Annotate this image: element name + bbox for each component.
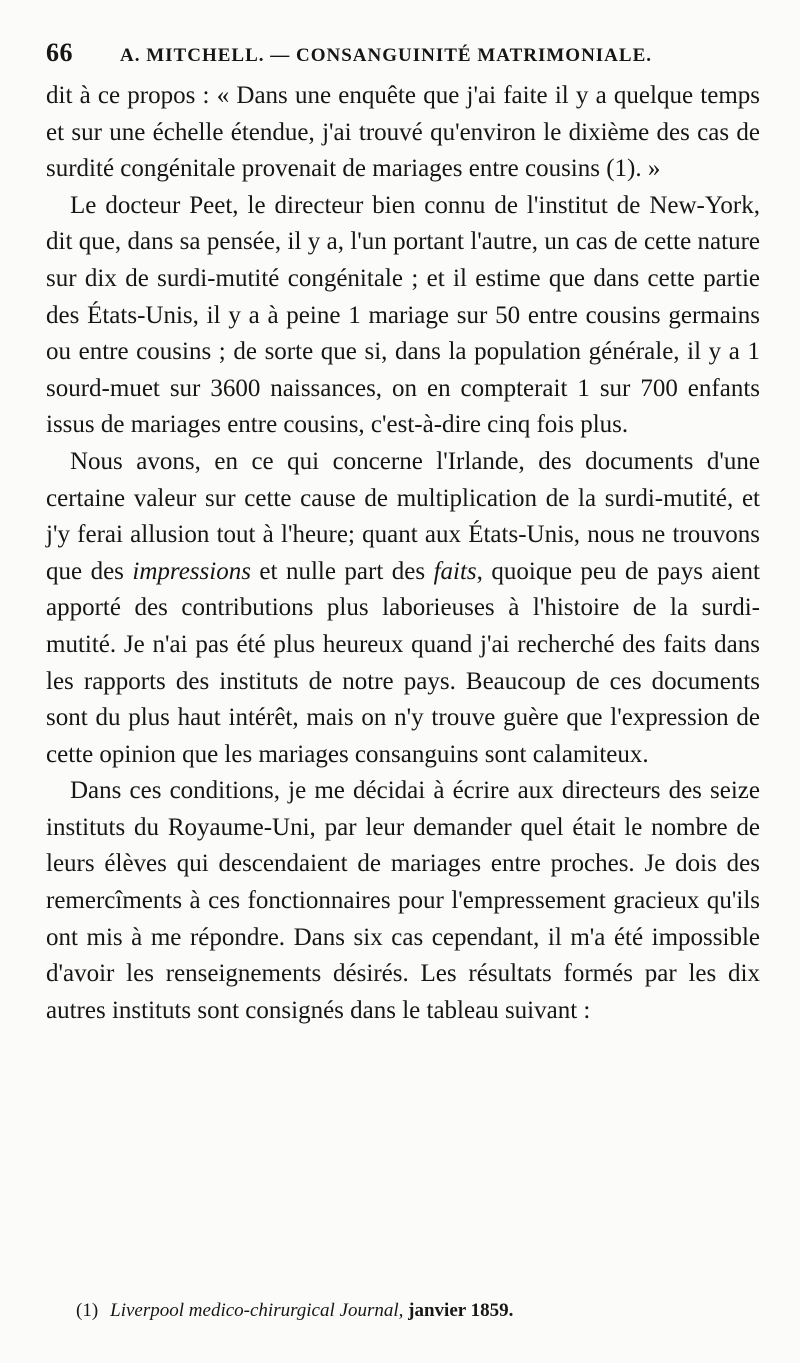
paragraph-4: Dans ces conditions, je me décidai à écrire aux directeurs des seize instituts du Royaume-Uni, par leur demander quel était le nombre de leurs élèves qui descendaient de mariages entre proches. Je dois des remercîments à ces fonctionnaires pour l'empressement gracieux qu'ils ont mis à me répondre. Dans six cas cependant, il m'a été impossible d'avoir les renseignements désirés. Les résultats formés par les dix autres instituts sont consignés dans le tableau suivant : <box>46 777 760 1024</box>
body-text <box>46 78 760 1029</box>
paragraph-1: dit à ce propos : « Dans une enquête que j'ai faite il y a quelque temps et sur une échelle étendue, j'ai trouvé qu'environ le dixième des cas de surdité congénitale provenait de mariages entre cousins (1). » <box>46 82 760 183</box>
page-number: 66 <box>46 38 73 67</box>
running-head: A. MITCHELL. — CONSANGUINITÉ MATRIMONIALE. <box>120 45 653 66</box>
footnote-date: janvier 1859. <box>408 1300 514 1321</box>
footnote-mark: (1) <box>76 1300 99 1321</box>
footnote <box>76 1300 513 1322</box>
emphasis-faits: faits <box>433 557 477 585</box>
paragraph-2: Le docteur Peet, le directeur bien connu de l'institut de New-York, dit que, dans sa pensée, il y a, l'un portant l'autre, un cas de cette nature sur dix de surdi-mutité congénitale ; et il estime que dans cette partie des États-Unis, il y a à peine 1 mariage sur 50 entre cousins germains ou entre cousins ; de sorte que si, dans la population générale, il y a 1 sourd-muet sur 3600 naissances, on en compterait 1 sur 700 enfants issus de mariages entre cousins, c'est-à-dire cinq fois plus. <box>46 191 760 439</box>
page-header <box>46 38 760 72</box>
footnote-journal: Liverpool medico-chirurgical Journal, <box>110 1300 404 1321</box>
paragraph-3: Nous avons, en ce qui concerne l'Irlande, des documents d'une certaine valeur sur cette cause de multiplication de la surdi-mutité, et j'y ferai allusion tout à l'heure; quant aux États-Unis, nous ne trouvons que des impressions et nulle part des faits, quoique peu de pays aient apporté des contributions plus laborieuses à l'histoire de la surdi-mutité. Je n'ai pas été plus heureux quand j'ai recherché des faits dans les rapports des instituts de notre pays. Beaucoup de ces documents sont du plus haut intérêt, mais on n'y trouve guère que l'expression de cette opinion que les mariages consanguins sont calamiteux. <box>46 447 760 768</box>
emphasis-impressions: impressions <box>132 557 251 585</box>
